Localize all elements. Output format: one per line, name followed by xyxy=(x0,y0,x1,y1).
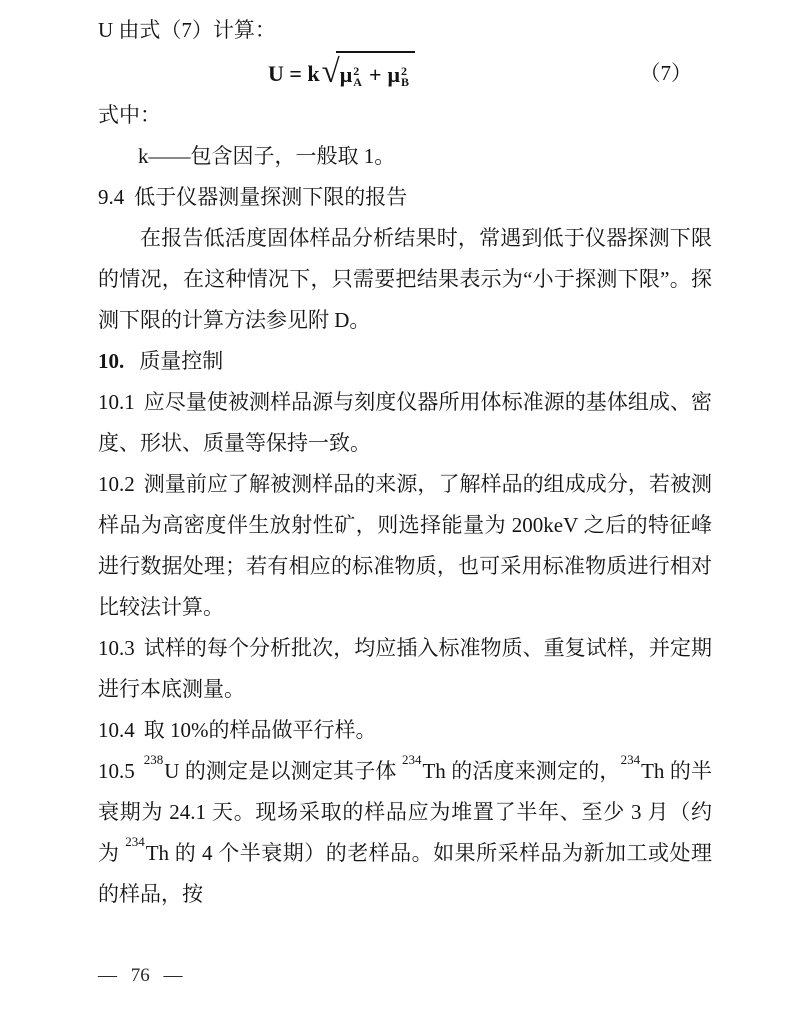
section-heading-10 xyxy=(98,341,712,382)
symbol-definition-k: k——包含因子，一般取 1。 xyxy=(138,144,396,168)
clause-text: 试样的每个分析批次，均应插入标准物质、重复试样，并定期进行本底测量。 xyxy=(98,636,712,701)
section-number: 9.4 xyxy=(98,185,125,209)
plus-operator: + xyxy=(368,62,382,87)
equation-number: （7） xyxy=(639,60,692,85)
clause-10-1 xyxy=(98,382,712,464)
section-title: 低于仪器测量探测下限的报告 xyxy=(134,185,408,209)
radical-sign-icon: √ xyxy=(321,53,340,90)
clause-number: 10.1 xyxy=(98,390,135,414)
clause-text: 测量前应了解被测样品的来源，了解样品的组成成分，若被测样品为高密度伴生放射性矿，则选择能量为 200keV 之后的特征峰进行数据处理；若有相应的标准物质，也可采用标准物质进行相对比较法计算。 xyxy=(98,472,712,619)
intro-line: U 由式（7）计算： xyxy=(98,18,276,42)
equation-7 xyxy=(268,51,415,95)
section-title: 质量控制 xyxy=(139,349,224,373)
clause-10-2 xyxy=(98,464,712,628)
where-label: 式中： xyxy=(98,103,161,127)
clause-number: 10.5 xyxy=(98,759,135,783)
mu-a-subscript: A xyxy=(353,74,362,89)
mu-a-exponent: 2 xyxy=(353,63,360,78)
clause-10-4 xyxy=(98,710,712,751)
clause-text: 取 10%的样品做平行样。 xyxy=(143,718,377,742)
section-heading-9-4 xyxy=(98,177,712,218)
radicand xyxy=(336,51,415,95)
section-number: 10. xyxy=(98,349,125,373)
page-number: — 76 — xyxy=(98,965,183,986)
clause-number: 10.4 xyxy=(98,718,135,742)
paragraph-9-4: 在报告低活度固体样品分析结果时，常遇到低于仪器探测下限的情况，在这种情况下，只需要把结果表示为“小于探测下限”。探测下限的计算方法参见附 D。 xyxy=(98,226,712,332)
mu-b: μ xyxy=(387,62,400,87)
mu-b-subscript: B xyxy=(400,74,409,89)
mu-a-scripts xyxy=(353,63,362,89)
mu-b-exponent: 2 xyxy=(400,63,407,78)
equation-7-row xyxy=(98,51,712,95)
clause-number: 10.2 xyxy=(98,472,135,496)
mu-b-scripts xyxy=(400,63,409,89)
square-root xyxy=(322,51,415,95)
clause-number: 10.3 xyxy=(98,636,135,660)
equation-lhs: U = k xyxy=(268,60,320,86)
clause-10-5 xyxy=(98,751,712,915)
clause-10-3 xyxy=(98,628,712,710)
mu-a: μ xyxy=(339,62,353,87)
clause-text: 应尽量使被测样品源与刻度仪器所用体标准源的基体组成、密度、形状、质量等保持一致。 xyxy=(98,390,712,455)
clause-text: $^{238}$U 的测定是以测定其子体 $^{234}$Th 的活度来测定的，$^{234}$Th 的半衰期为 24.1 天。现场采取的样品应为堆置了半年、至少 3 月（约为 $^{234}$Th 的 4 个半衰期）的老样品。如果所采样品为新加工或处理的样品，按 xyxy=(98,752,713,906)
